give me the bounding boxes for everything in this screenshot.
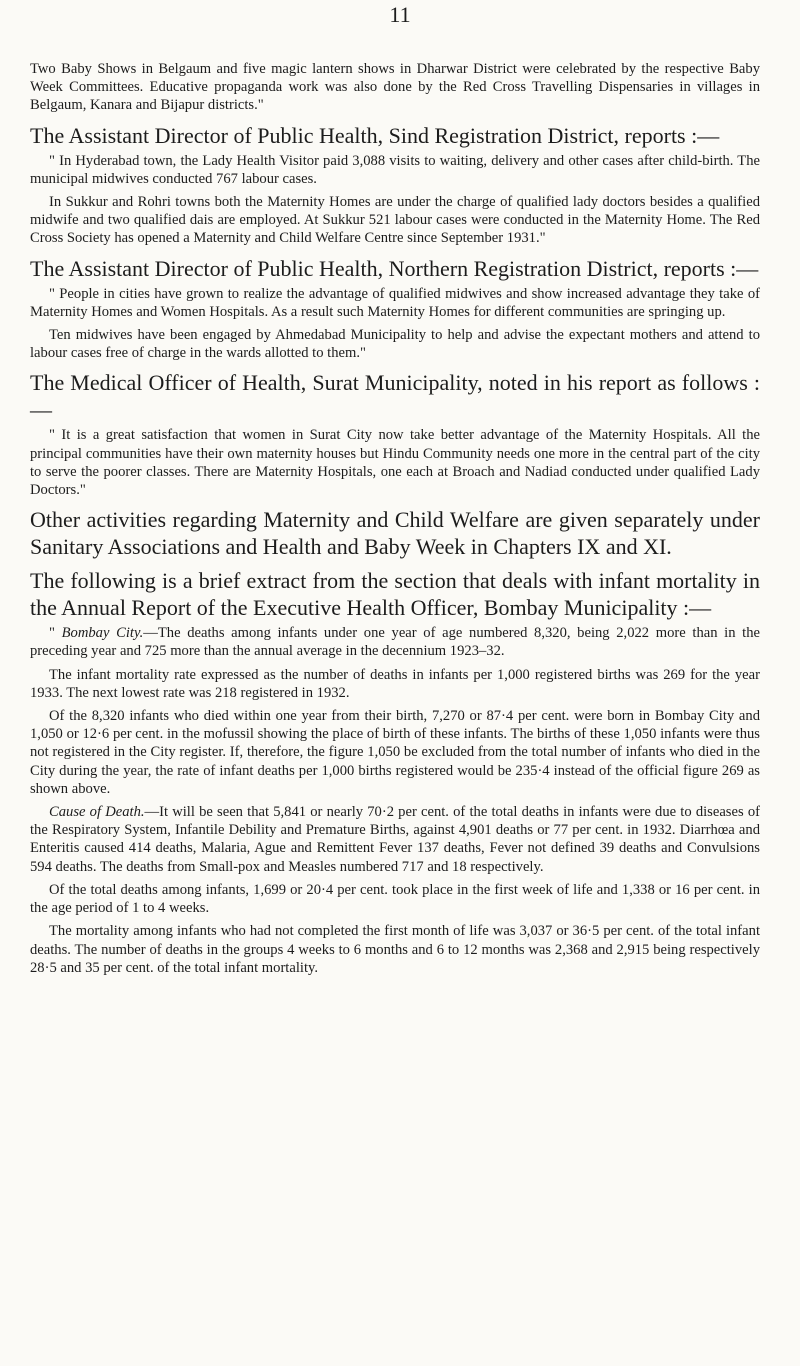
intro-paragraph: Two Baby Shows in Belgaum and five magic lantern shows in Dharwar District were celebrated by the respective Baby Week Committees. Educative propaganda work was also done by the Red Cross Travelling Dispensaries in villages in Belgaum, Kanara and Bijapur districts." [30, 61, 760, 114]
surat-heading: The Medical Officer of Health, Surat Municipality, noted in his report as follows :— [30, 370, 760, 423]
northern-paragraph-2: Ten midwives have been engaged by Ahmedabad Municipality to help and advise the expectant mothers and attend to labour cases free of charge in the wards allotted to them." [30, 327, 760, 362]
northern-paragraph-1: " People in cities have grown to realize the advantage of qualified midwives and show increased advantage they take of Maternity Homes and Women Hospitals. As a result such Maternity Homes for different communities are springing up. [30, 285, 760, 320]
sind-paragraph-1: " In Hyderabad town, the Lady Health Visitor paid 3,088 visits to waiting, delivery and other cases after child-birth. The municipal midwives conducted 767 labour cases. [30, 152, 760, 187]
bombay-city-subheading: Bombay City. [61, 625, 144, 642]
bombay-paragraph-1-text: —The deaths among infants under one year of age numbered 8,320, being 2,022 more than in the preceding year and 725 more than the annual average in the decennium 1923–32. [30, 625, 761, 660]
bombay-heading: The following is a brief extract from the section that deals with infant mortality in the Annual Report of the Executive Health Officer, Bombay Municipality :— [30, 568, 760, 621]
sind-paragraph-2: In Sukkur and Rohri towns both the Maternity Homes are under the charge of qualified lady doctors besides a qualified midwife and two qualified dais are employed. At Sukkur 521 labour cases were conducted in the Maternity Home. The Red Cross Society has opened a Maternity and Child Welfare Centre since September 1931." [30, 194, 760, 247]
other-activities-heading: Other activities regarding Maternity and Child Welfare are given separately under Sanitary Associations and Health and Baby Week in Chapters IX and XI. [30, 507, 760, 560]
sind-heading: The Assistant Director of Public Health, Sind Registration District, reports :— [30, 122, 720, 148]
bombay-paragraph-2: The infant mortality rate expressed as the number of deaths in infants per 1,000 registered births was 269 for the year 1933. The next lowest rate was 218 registered in 1932. [30, 666, 760, 701]
quote-open: " [49, 625, 62, 642]
page-content [30, 60, 760, 977]
page-number: 11 [389, 2, 411, 27]
cause-of-death-subheading: Cause of Death. [49, 804, 145, 821]
bombay-paragraph-5: Of the total deaths among infants, 1,699 or 20·4 per cent. took place in the first week of life and 1,338 or 16 per cent. in the age period of 1 to 4 weeks. [30, 881, 760, 917]
bombay-paragraph-3: Of the 8,320 infants who died within one year from their birth, 7,270 or 87·4 per cent. were born in Bombay City and 1,050 or 12·6 per cent. in the mofussil showing the place of birth of these infants. The births of these 1,050 infants were thus not registered in the City register. If, therefore, the figure 1,050 be excluded from the total number of infants who died in the City during the year, the rate of infant deaths per 1,000 births registered would be 235·4 instead of the official figure 269 as shown above. [30, 708, 760, 797]
bombay-paragraph-6: The mortality among infants who had not completed the first month of life was 3,037 or 36·5 per cent. of the total infant deaths. The number of deaths in the groups 4 weeks to 6 months and 6 to 12 months was 2,368 and 2,915 being respectively 28·5 and 35 per cent. of the total infant mortality. [30, 923, 760, 976]
bombay-paragraph-1 [30, 624, 760, 660]
bombay-paragraph-4-text: —It will be seen that 5,841 or nearly 70·2 per cent. of the total deaths in infants were due to diseases of the Respiratory System, Infantile Debility and Premature Births, against 4,901 deaths or 77 per cent. in 1932. Diarrhœa and Enteritis caused 414 deaths, Malaria, Ague and Remittent Fever 137 deaths, Fever not defined 39 deaths and Convulsions 594 deaths. The deaths from Small-pox and Measles numbered 717 and 18 respectively. [30, 804, 760, 875]
surat-paragraph-1: " It is a great satisfaction that women in Surat City now take better advantage of the Maternity Hospitals. All the principal communities have their own maternity houses but Hindu Community needs one more in the central part of the city to serve the poorer classes. There are Maternity Hospitals, one each at Broach and Nadiad conducted under qualified Lady Doctors." [30, 427, 760, 499]
northern-heading: The Assistant Director of Public Health, Northern Registration District, reports :— [30, 255, 759, 281]
bombay-paragraph-4 [30, 803, 760, 876]
